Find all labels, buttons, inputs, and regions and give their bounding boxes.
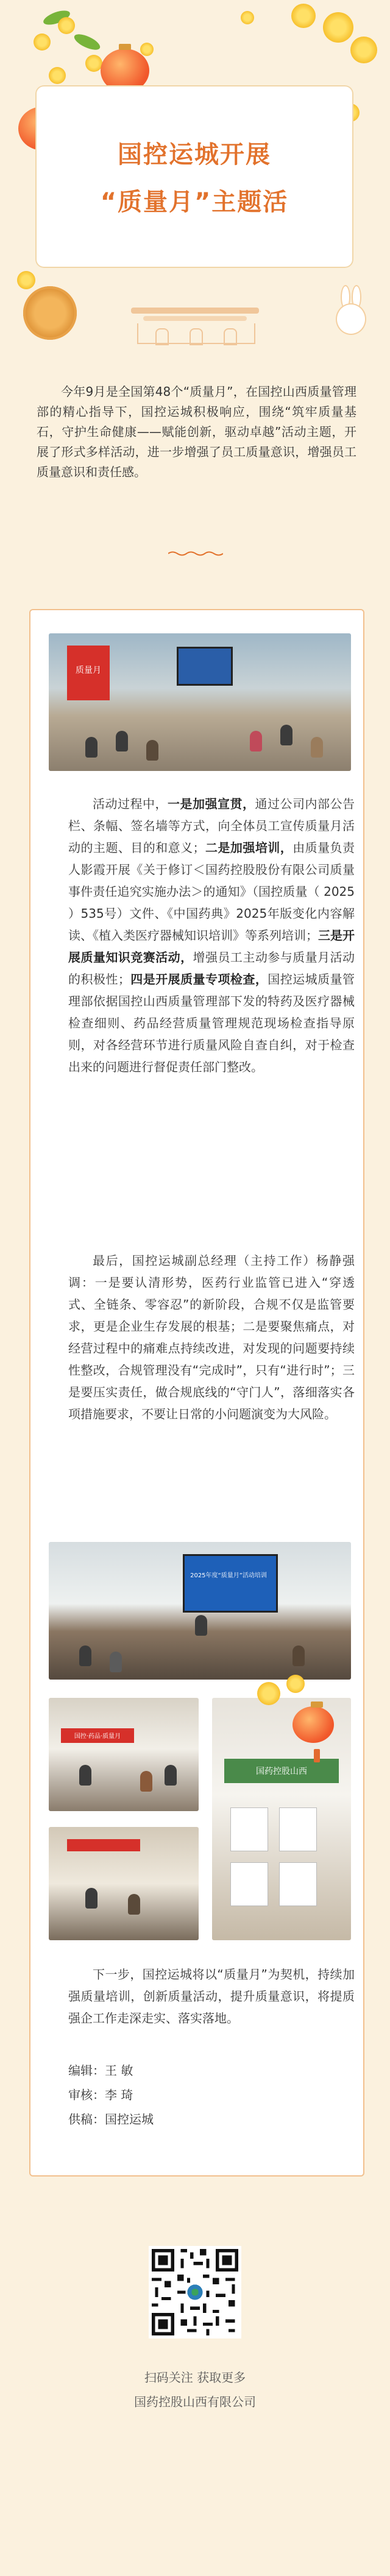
footer-company-name: 国药控股山西有限公司	[134, 2395, 256, 2409]
article-paragraph-1: 活动过程中，一是加强宣贯，通过公司内部公告栏、条幅、签名墙等方式，向全体员工宣传质量月活动的主题、目的和意义；二是加强培训，由质量负责人影霞开展《关于修订＜国药控股股份有限公司质量事件责任追究实施办法＞的通知》（国控质量（ 2025 ）535号）文件、《中国药典》2025年版变化内容解读、《植入类医疗器械知识培训》等系列培训；三是开展质量知识竞赛活动，增强员工主动参与质量月活动的积极性；四是开展质量专项检查，国控运城质量管理部依据国控山西质量管理部下发的特药及医疗器械检查细则、药品经营质量管理规范现场检查指导原则，对各经营环节进行质量风险自查自纠，对于检查出来的问题进行督促责任部门整改。	[68, 797, 355, 1074]
divider-squiggle	[168, 551, 223, 557]
page-title-line2: “质量月”主题活	[100, 188, 289, 216]
photo-sign: 质量月	[76, 666, 101, 675]
photo-screen-text: 2025年度“质量月”活动培训	[190, 1572, 267, 1579]
osmanthus-flower-icon	[291, 4, 316, 28]
header-banner	[0, 0, 390, 365]
gate-decoration	[131, 308, 259, 344]
article-card	[29, 609, 364, 2177]
photo-inspection	[49, 1827, 199, 1940]
osmanthus-flower-icon	[257, 1682, 280, 1705]
osmanthus-flower-icon	[241, 11, 254, 24]
osmanthus-flower-icon	[34, 33, 51, 51]
photo-sign-text: 国药控股山西	[256, 1767, 307, 1776]
osmanthus-flower-icon	[17, 271, 35, 289]
rabbit-icon	[332, 286, 369, 335]
qr-code[interactable]	[149, 2246, 241, 2338]
osmanthus-flower-icon	[58, 17, 75, 34]
article-paragraph-3: 下一步，国控运城将以“质量月”为契机，持续加强质量培训，创新质量活动，提升质量意识，将提质强企工作走深走实、落实落地。	[68, 1967, 355, 2025]
reviewer-credit: 审核：李 琦	[68, 2088, 133, 2102]
osmanthus-flower-icon	[350, 37, 377, 63]
osmanthus-flower-icon	[85, 55, 102, 72]
osmanthus-flower-icon	[323, 12, 353, 43]
intro-paragraph: 今年9月是全国第48个“质量月”，在国控山西质量管理部的精心指导下，国控运城积极响应，围绕“筑牢质量基石，守护生命健康——赋能创新，驱动卓越”活动主题，开展了形式多样活动，进一步增强了员工质量意识，增强员工质量意识和责任感。	[37, 384, 356, 479]
editor-credit: 编辑：王 敏	[68, 2063, 133, 2078]
page-title-line1: 国控运城开展	[118, 141, 271, 169]
photo-meeting	[49, 1542, 351, 1680]
photo-training-room	[49, 633, 351, 771]
photo-knowledge-quiz	[49, 1698, 199, 1811]
article-paragraph-2: 最后，国控运城副总经理（主持工作）杨静强调：一是要认清形势，医药行业监管已进入“穿透式、全链条、零容忍”的新阶段，合规不仅是监管要求，更是企业生存发展的根基；二是要聚焦痛点，对经营过程中的痛难点持续改进，对发现的问题要持续性整改，合规管理没有“完成时”，只有“进行时”；三是要压实责任，做合规底线的“守门人”，落细落实各项措施要求，不要让日常的小问题演变为大风险。	[68, 1253, 355, 1421]
leaf-decoration	[72, 31, 102, 53]
osmanthus-flower-icon	[49, 67, 66, 84]
lantern-icon	[292, 1706, 334, 1743]
title-card	[35, 85, 353, 268]
photo-banner-text: 国控·药品·质量月	[74, 1733, 121, 1740]
mooncake-icon	[23, 286, 77, 340]
osmanthus-flower-icon	[286, 1675, 305, 1693]
footer-scan-prompt: 扫码关注 获取更多	[144, 2370, 246, 2385]
source-credit: 供稿：国控运城	[68, 2112, 154, 2127]
osmanthus-flower-icon	[140, 43, 154, 56]
